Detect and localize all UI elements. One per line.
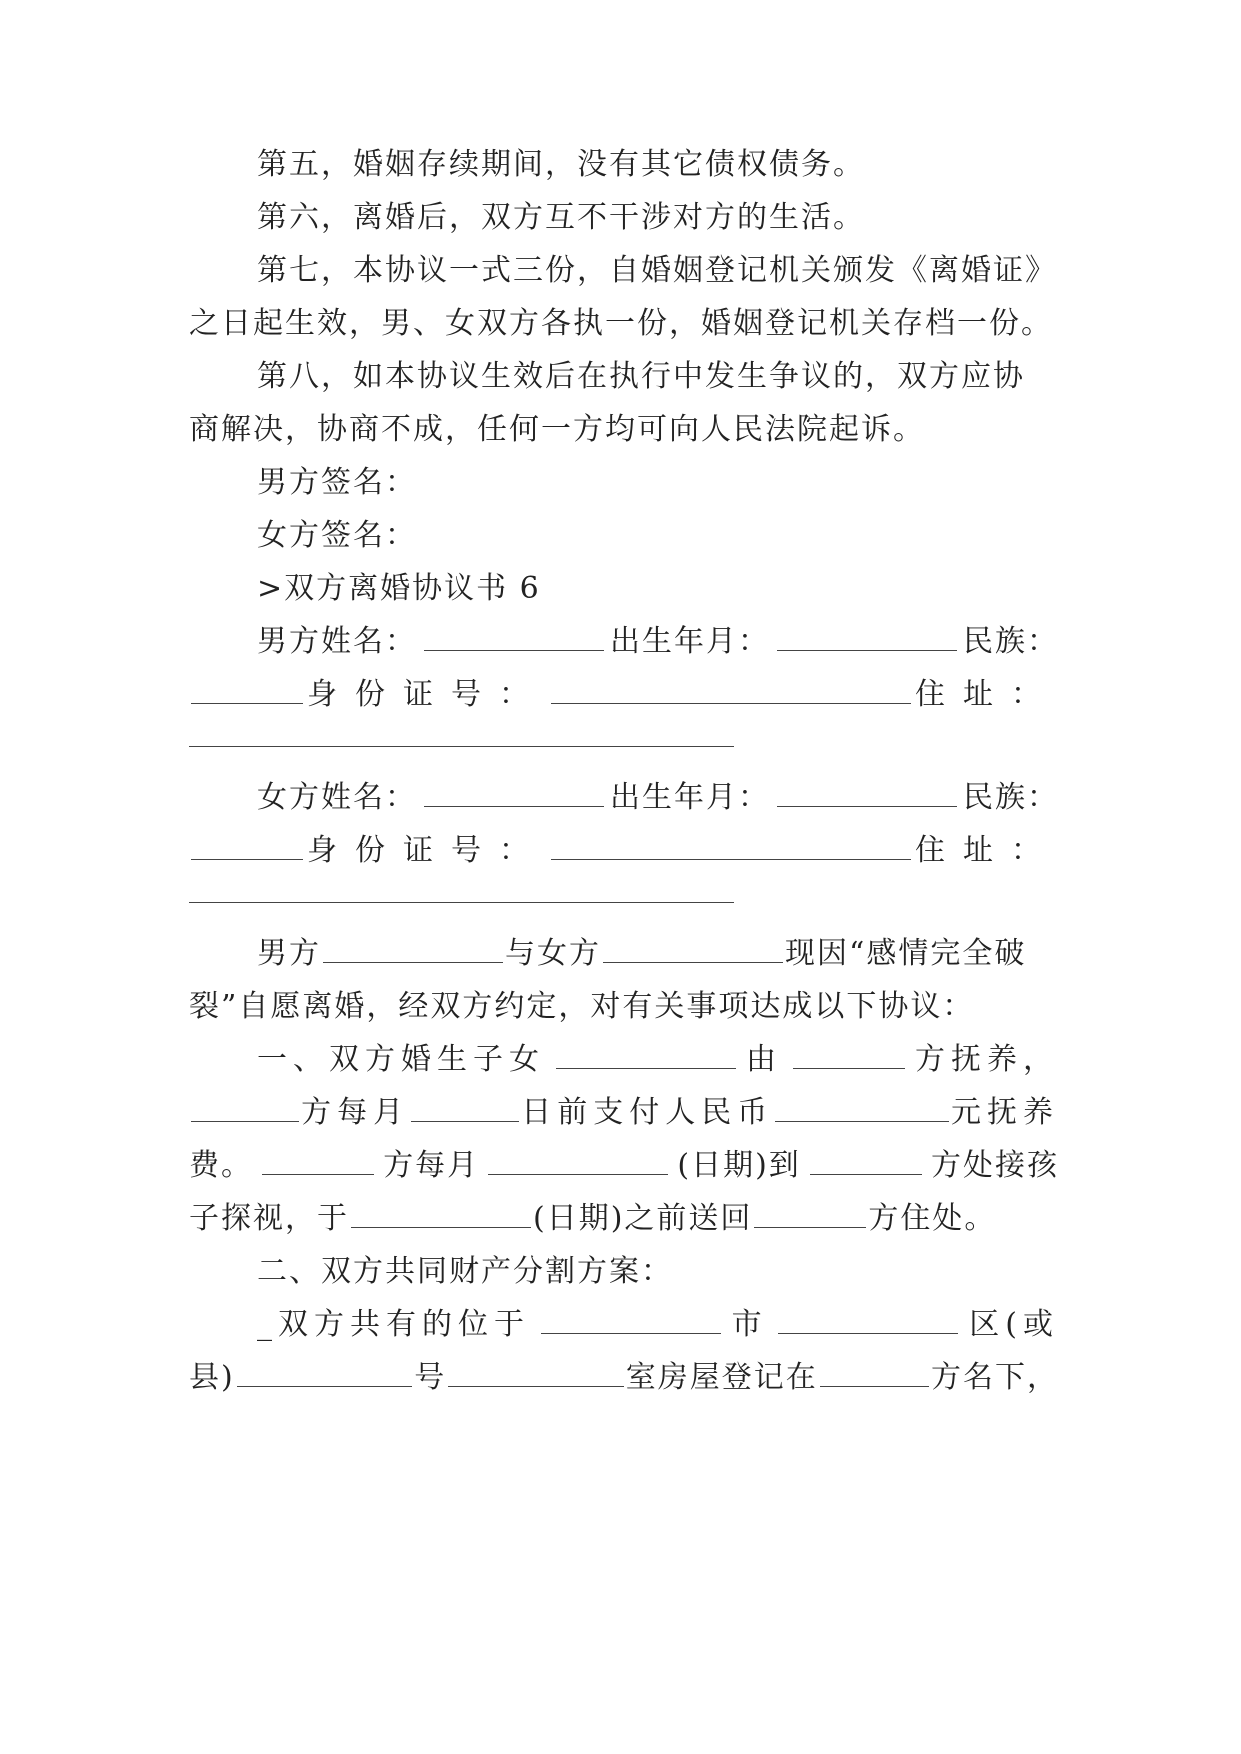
- clause2-located-label: _双方共有的位于: [257, 1307, 530, 1342]
- female-id-blank: [551, 829, 911, 860]
- female-info-line1: [257, 776, 1059, 820]
- clause2-room-blank: [448, 1356, 624, 1387]
- clause2-city-blank: [541, 1303, 721, 1334]
- male-birth-label: 出生年月：: [610, 624, 770, 659]
- paragraph-seventh-line1: 第七，本协议一式三份，自婚姻登记机关颁发《离婚证》: [257, 253, 1057, 288]
- clause1-custody-blank: [793, 1038, 905, 1069]
- clause1-custody-label: 方抚养，: [915, 1042, 1059, 1077]
- female-info-line2: [189, 829, 1059, 873]
- clause1-visitor-blank: [262, 1144, 374, 1175]
- clause2-county-label: 县): [189, 1360, 235, 1395]
- intro-male-label: 男方: [257, 936, 321, 971]
- clause2-owner-label: 方名下，: [931, 1360, 1059, 1395]
- paragraph-eighth-line1: 第八，如本协议生效后在执行中发生争议的，双方应协: [257, 359, 1025, 394]
- clause2-registered-label: 室房屋登记在: [625, 1360, 818, 1395]
- clause1-visit-date-blank: [488, 1144, 668, 1175]
- clause1-by-label: 由: [746, 1042, 782, 1077]
- male-ethnic-blank: [191, 673, 303, 704]
- male-name-label: 男方姓名：: [257, 624, 417, 659]
- paragraph-fifth: 第五，婚姻存续期间，没有其它债权债务。: [257, 147, 865, 182]
- male-id-label: 身份证号：: [307, 677, 547, 712]
- clause1-line4: [189, 1197, 1059, 1241]
- intro-line2: 裂”自愿离婚，经双方约定，对有关事项达成以下协议：: [189, 989, 975, 1024]
- clause2-line1: [257, 1303, 1059, 1347]
- clause1-children-blank: [556, 1038, 736, 1069]
- male-ethnic-label: 民族：: [963, 624, 1059, 659]
- intro-female-label: 与女方: [505, 936, 601, 971]
- clause2-city-label: 市: [731, 1307, 768, 1342]
- male-address-blank: [189, 746, 734, 747]
- clause1-day-blank: [411, 1091, 519, 1122]
- clause2-number-blank: [237, 1356, 413, 1387]
- male-info-line2: [189, 673, 1059, 717]
- intro-line1: [257, 932, 1059, 976]
- female-ethnic-label: 民族：: [963, 780, 1059, 815]
- clause1-return-date-blank: [351, 1197, 531, 1228]
- female-name-blank: [424, 776, 604, 807]
- intro-male-blank: [323, 932, 503, 963]
- clause1-monthly-label: 方每月: [301, 1095, 410, 1130]
- intro-reason: 现因“感情完全破: [785, 936, 1027, 971]
- clause1-line2: [189, 1091, 1059, 1135]
- clause1-residence-label: 方住处。: [868, 1201, 997, 1236]
- clause1-pickup-label: 方处接孩: [930, 1148, 1059, 1183]
- intro-female-blank: [603, 932, 783, 963]
- female-ethnic-blank: [191, 829, 303, 860]
- clause2-district-blank: [778, 1303, 958, 1334]
- clause1-support-label: 元抚养: [951, 1095, 1060, 1130]
- paragraph-eighth-line2: 商解决，协商不成，任何一方均可向人民法院起诉。: [189, 412, 925, 447]
- clause1-return-label: (日期)之前送回: [533, 1201, 753, 1236]
- section-title: >双方离婚协议书 6: [257, 571, 541, 606]
- clause2-owner-blank: [820, 1356, 929, 1387]
- clause1-visit-monthly-label: 方每月: [383, 1148, 480, 1183]
- paragraph-seventh-line2: 之日起生效，男、女双方各执一份，婚姻登记机关存档一份。: [189, 306, 1053, 341]
- clause1-pay-label: 日前支付人民币: [521, 1095, 774, 1130]
- clause2-district-label: 区(或: [969, 1307, 1059, 1342]
- male-id-blank: [551, 673, 911, 704]
- clause1-children-label: 一、双方婚生子女: [257, 1042, 545, 1077]
- paragraph-sixth: 第六，离婚后，双方互不干涉对方的生活。: [257, 200, 865, 235]
- clause1-payer-blank: [191, 1091, 299, 1122]
- clause1-fee-label: 费。: [189, 1148, 253, 1183]
- female-birth-label: 出生年月：: [610, 780, 770, 815]
- male-address-label: 住址：: [915, 677, 1059, 712]
- male-signature-label: 男方签名：: [257, 465, 417, 500]
- female-signature-label: 女方签名：: [257, 518, 417, 553]
- clause1-amount-blank: [775, 1091, 949, 1122]
- male-birth-blank: [777, 620, 957, 651]
- female-birth-blank: [777, 776, 957, 807]
- male-name-blank: [424, 620, 604, 651]
- female-name-label: 女方姓名：: [257, 780, 417, 815]
- female-address-label: 住址：: [915, 833, 1059, 868]
- clause2-line2: [189, 1356, 1059, 1400]
- clause1-date-to-label: (日期)到: [677, 1148, 801, 1183]
- clause1-line1: [257, 1038, 1059, 1082]
- clause1-line3: [189, 1144, 1059, 1188]
- clause2-number-label: 号: [414, 1360, 447, 1395]
- clause1-pickup-blank: [810, 1144, 922, 1175]
- female-address-blank: [189, 902, 734, 903]
- clause1-return-party-blank: [754, 1197, 866, 1228]
- clause2-title: 二、双方共同财产分割方案：: [257, 1254, 673, 1289]
- female-id-label: 身份证号：: [307, 833, 547, 868]
- clause1-visit-label: 子探视，于: [189, 1201, 349, 1236]
- male-info-line1: [257, 620, 1059, 664]
